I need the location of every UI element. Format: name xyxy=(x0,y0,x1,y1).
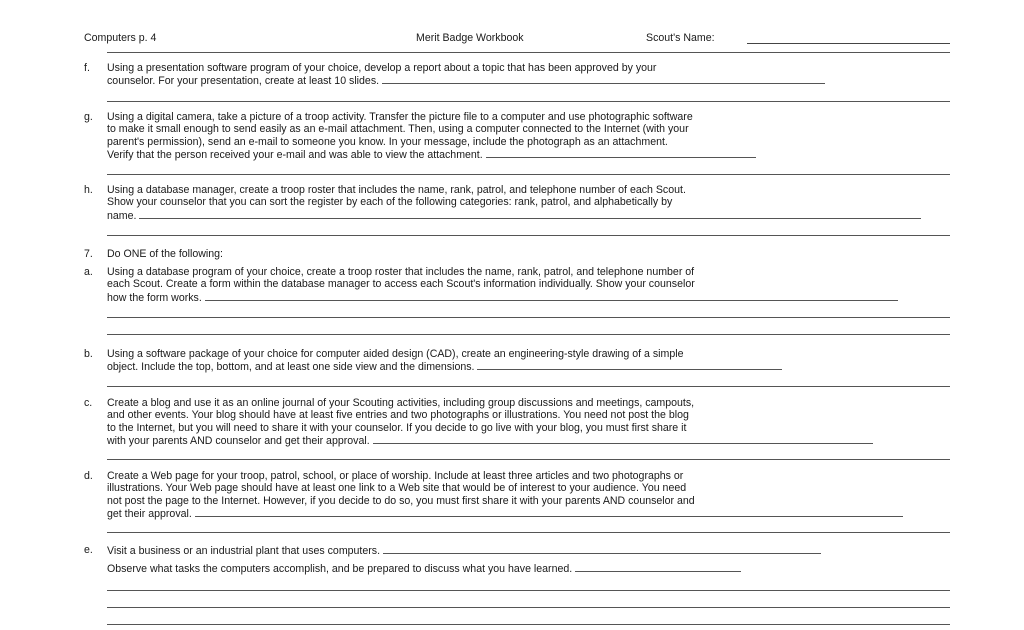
item-line: Observe what tasks the computers accomplish, and be prepared to discuss what you have learned. xyxy=(107,563,573,575)
item-label: d. xyxy=(84,470,93,482)
header-page-label: Computers p. 4 xyxy=(84,32,157,44)
item-line: Using a presentation software program of your choice, develop a report about a topic that has been approved by your xyxy=(107,62,657,74)
item-line: Create a blog and use it as an online journal of your Scouting activities, including group discussions and meetings, campouts, xyxy=(107,397,695,409)
item-line: Visit a business or an industrial plant that uses computers. xyxy=(107,545,381,557)
item-text xyxy=(107,470,950,520)
item-line: parent's permission), send an e-mail to someone you know. In your message, include the photograph as an attachment. xyxy=(107,135,668,148)
item-label: b. xyxy=(84,348,93,360)
scout-name-field[interactable] xyxy=(747,43,950,44)
item-text xyxy=(107,562,950,574)
item-label: h. xyxy=(84,184,93,196)
item-text xyxy=(107,62,950,87)
header-rule xyxy=(107,52,950,53)
item-line: Verify that the person received your e-mail and was able to view the attachment. xyxy=(107,149,483,162)
answer-line[interactable] xyxy=(107,174,950,175)
item-line: get their approval. xyxy=(107,508,192,521)
answer-line[interactable] xyxy=(195,507,903,517)
item-line: counselor. For your presentation, create at least 10 slides. xyxy=(107,75,380,88)
answer-line[interactable] xyxy=(575,562,741,572)
answer-line[interactable] xyxy=(107,386,950,387)
item-line: Using a digital camera, take a picture of a troop activity. Transfer the picture file to a computer and use photographic software xyxy=(107,111,693,123)
item-line: to make it small enough to send easily as an e-mail attachment. Then, using a computer connected to the Internet (with your xyxy=(107,123,689,136)
answer-line[interactable] xyxy=(477,360,782,370)
answer-line[interactable] xyxy=(373,434,873,444)
item-line: Show your counselor that you can sort the register by each of the following categories: rank, patrol, and alphabetically by xyxy=(107,196,673,209)
scout-name-label: Scout's Name: xyxy=(646,32,715,44)
item-line: to the Internet, but you will need to share it with your counselor. If you decide to go live with your blog, you must first share it xyxy=(107,421,687,434)
item-text xyxy=(107,248,950,260)
answer-line[interactable] xyxy=(486,148,756,158)
answer-line[interactable] xyxy=(383,544,821,554)
item-text xyxy=(107,184,950,221)
answer-line[interactable] xyxy=(107,317,950,318)
item-line: Using a software package of your choice for computer aided design (CAD), create an engineering-style drawing of a simple xyxy=(107,348,684,360)
answer-line[interactable] xyxy=(107,235,950,236)
answer-line[interactable] xyxy=(382,74,825,84)
item-line: not post the page to the Internet. However, if you decide to do so, you must first share it with your parents AND counselor and xyxy=(107,494,695,507)
item-label: a. xyxy=(84,266,93,278)
answer-line[interactable] xyxy=(107,607,950,608)
item-text xyxy=(107,111,950,161)
page-header xyxy=(84,32,950,46)
item-label: 7. xyxy=(84,248,93,260)
answer-line[interactable] xyxy=(205,291,898,301)
item-label: e. xyxy=(84,544,93,556)
item-line: how the form works. xyxy=(107,291,202,304)
item-label: c. xyxy=(84,397,93,409)
answer-line[interactable] xyxy=(107,624,950,625)
answer-line[interactable] xyxy=(107,334,950,335)
item-text xyxy=(107,348,950,373)
item-line: and other events. Your blog should have at least five entries and two photographs or illustrations. You need not post the blog xyxy=(107,409,689,422)
item-text xyxy=(107,544,950,556)
answer-line[interactable] xyxy=(107,459,950,460)
header-title: Merit Badge Workbook xyxy=(416,32,524,44)
item-label: g. xyxy=(84,111,93,123)
item-line: object. Include the top, bottom, and at least one side view and the dimensions. xyxy=(107,361,475,374)
item-line: each Scout. Create a form within the database manager to access each Scout's information individually. Show your counselor xyxy=(107,278,695,291)
item-text xyxy=(107,266,950,303)
item-line: with your parents AND counselor and get their approval. xyxy=(107,435,370,448)
item-label: f. xyxy=(84,62,90,74)
item-line: Create a Web page for your troop, patrol, school, or place of worship. Include at least three articles and two photographs or xyxy=(107,470,684,482)
answer-line[interactable] xyxy=(107,590,950,591)
item-text xyxy=(107,397,950,447)
item-line: name. xyxy=(107,209,137,222)
answer-line[interactable] xyxy=(139,209,921,219)
answer-line[interactable] xyxy=(107,532,950,533)
answer-line[interactable] xyxy=(107,101,950,102)
item-line: illustrations. Your Web page should have at least one link to a Web site that would be of interest to your audience. You need xyxy=(107,482,687,495)
item-line: Using a database program of your choice, create a troop roster that includes the name, rank, patrol, and telephone number of xyxy=(107,266,695,278)
item-line: Do ONE of the following: xyxy=(107,248,223,260)
item-line: Using a database manager, create a troop roster that includes the name, rank, patrol, and telephone number of each Scout. xyxy=(107,184,686,196)
